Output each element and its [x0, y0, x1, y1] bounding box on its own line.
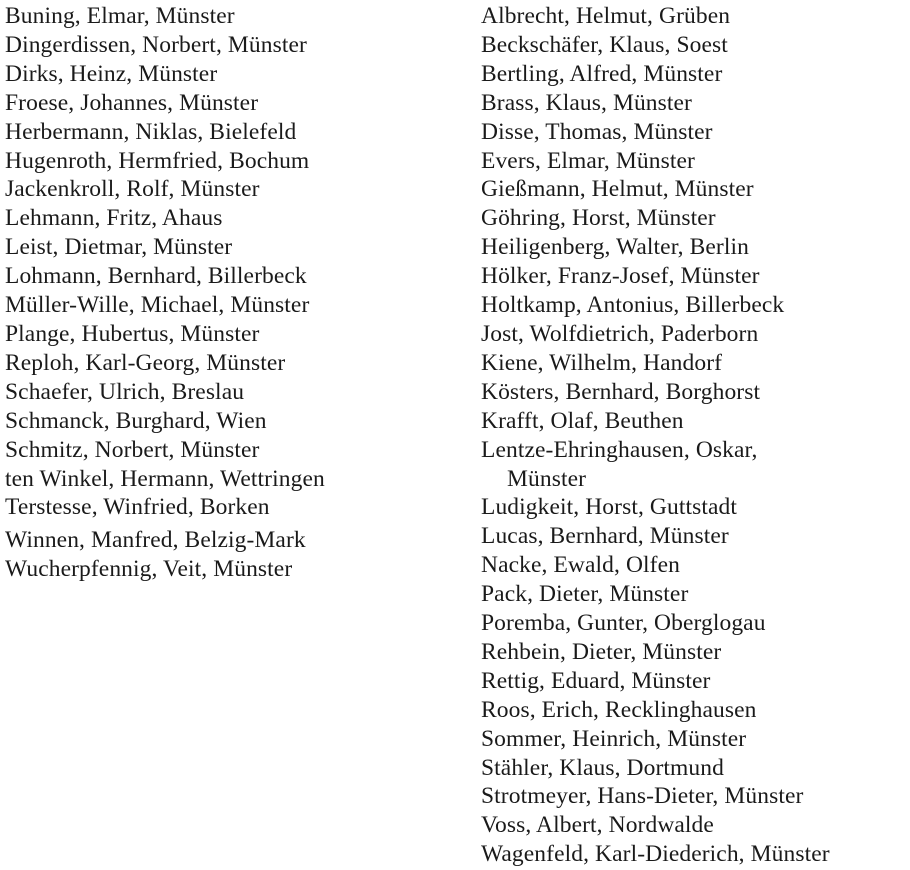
list-item: Holtkamp, Antonius, Billerbeck — [481, 292, 785, 319]
list-item: Terstesse, Winfried, Borken — [5, 494, 270, 521]
list-item: Rettig, Eduard, Münster — [481, 667, 711, 694]
list-item: Evers, Elmar, Münster — [481, 147, 695, 174]
list-item: Beckschäfer, Klaus, Soest — [481, 31, 728, 58]
list-item: Lohmann, Bernhard, Billerbeck — [5, 263, 307, 290]
list-item: Rehbein, Dieter, Münster — [481, 638, 722, 665]
list-item: Herbermann, Niklas, Bielefeld — [5, 118, 297, 145]
list-item: Stähler, Klaus, Dortmund — [481, 754, 724, 781]
list-item: Dirks, Heinz, Münster — [5, 60, 218, 87]
list-item: Roos, Erich, Recklinghausen — [481, 696, 757, 723]
list-item: Göhring, Horst, Münster — [481, 205, 716, 232]
list-item: Nacke, Ewald, Olfen — [481, 552, 680, 579]
list-item: Froese, Johannes, Münster — [5, 89, 259, 116]
list-item: Jackenkroll, Rolf, Münster — [5, 176, 260, 203]
list-item: Winnen, Manfred, Belzig-Mark — [5, 527, 306, 554]
list-item: Strotmeyer, Hans-Dieter, Münster — [481, 783, 804, 810]
list-item: Leist, Dietmar, Münster — [5, 234, 233, 261]
list-item: Poremba, Gunter, Oberglogau — [481, 610, 766, 637]
list-item: Albrecht, Helmut, Grüben — [481, 3, 731, 29]
list-item: Dingerdissen, Norbert, Münster — [5, 31, 307, 58]
list-item: Plange, Hubertus, Münster — [5, 320, 260, 347]
list-item: Buning, Elmar, Münster — [5, 3, 235, 29]
list-item: Schmitz, Norbert, Münster — [5, 436, 260, 463]
list-item: Schaefer, Ulrich, Breslau — [5, 378, 245, 405]
list-item: Heiligenberg, Walter, Berlin — [481, 234, 749, 261]
list-item: Müller-Wille, Michael, Münster — [5, 292, 310, 319]
list-item: Lentze-Ehringhausen, Oskar, — [481, 436, 758, 463]
list-item: Disse, Thomas, Münster — [481, 118, 713, 145]
left-name-column — [5, 2, 445, 584]
list-item: Lucas, Bernhard, Münster — [481, 523, 729, 550]
list-item: Voss, Albert, Nordwalde — [481, 812, 714, 839]
list-item: Gießmann, Helmut, Münster — [481, 176, 754, 203]
list-item: Hölker, Franz-Josef, Münster — [481, 263, 760, 290]
list-item: Bertling, Alfred, Münster — [481, 60, 723, 87]
list-item: Kiene, Wilhelm, Handorf — [481, 349, 723, 376]
list-item: Wucherpfennig, Veit, Münster — [5, 556, 293, 583]
right-name-column — [481, 2, 906, 869]
list-item: Wagenfeld, Karl-Diederich, Münster — [481, 841, 830, 868]
list-item: Pack, Dieter, Münster — [481, 581, 689, 608]
list-item: Kösters, Bernhard, Borghorst — [481, 378, 761, 405]
list-item: Ludigkeit, Horst, Guttstadt — [481, 494, 737, 521]
list-item: Sommer, Heinrich, Münster — [481, 725, 747, 752]
list-item: Hugenroth, Hermfried, Bochum — [5, 147, 310, 174]
list-item: Schmanck, Burghard, Wien — [5, 407, 267, 434]
list-item: Krafft, Olaf, Beuthen — [481, 407, 684, 434]
list-item: Reploh, Karl-Georg, Münster — [5, 349, 286, 376]
list-item: Brass, Klaus, Münster — [481, 89, 692, 116]
list-item: Lehmann, Fritz, Ahaus — [5, 205, 223, 232]
list-item: Jost, Wolfdietrich, Paderborn — [481, 320, 759, 347]
list-item-continuation: Münster — [507, 465, 587, 492]
list-item: ten Winkel, Hermann, Wettringen — [5, 465, 325, 492]
